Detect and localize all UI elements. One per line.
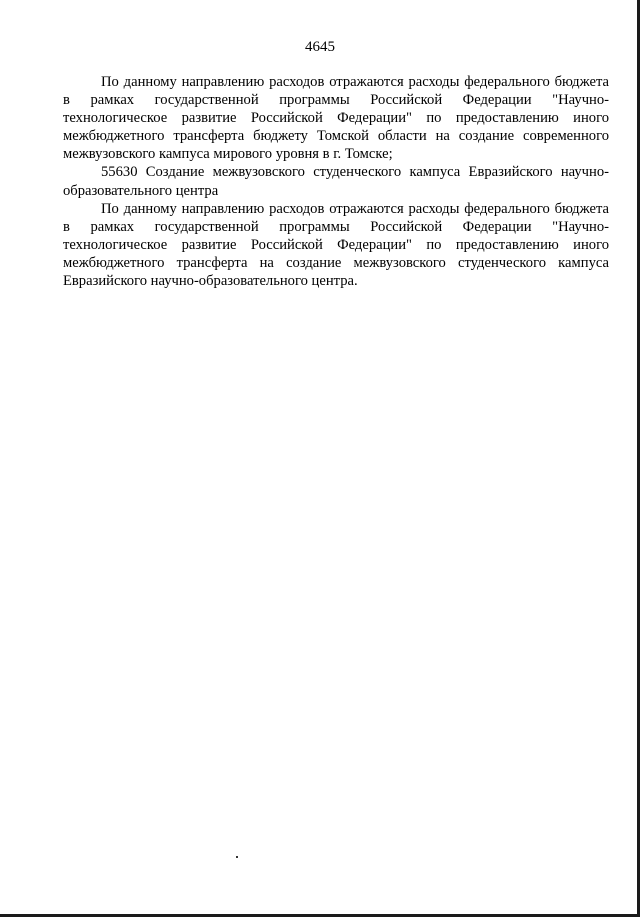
document-body: [63, 73, 609, 290]
paragraph-expenses-eurasian-campus: По данному направлению расходов отражаются расходы федерального бюджета в рамках государственной программы Российской Федерации "Научно-технологическое развитие Российской Федерации" по предоставлению иного межбюджетного трансферта на создание межвузовского студенческого кампуса Евразийского научно-образовательного центра.: [63, 200, 609, 290]
budget-code-title: Создание межвузовского студенческого кампуса Евразийского научно-образовательного центра: [63, 164, 609, 199]
page-number: 4645: [305, 39, 335, 55]
budget-code: 55630: [101, 164, 138, 181]
paragraph-expenses-tomsk: По данному направлению расходов отражаются расходы федерального бюджета в рамках государственной программы Российской Федерации "Научно-технологическое развитие Российской Федерации" по предоставлению иного межбюджетного трансферта бюджету Томской области на создание современного межвузовского кампуса мирового уровня в г. Томске;: [63, 74, 609, 163]
budget-code-entry: [63, 163, 609, 199]
scan-speck: [236, 856, 238, 858]
